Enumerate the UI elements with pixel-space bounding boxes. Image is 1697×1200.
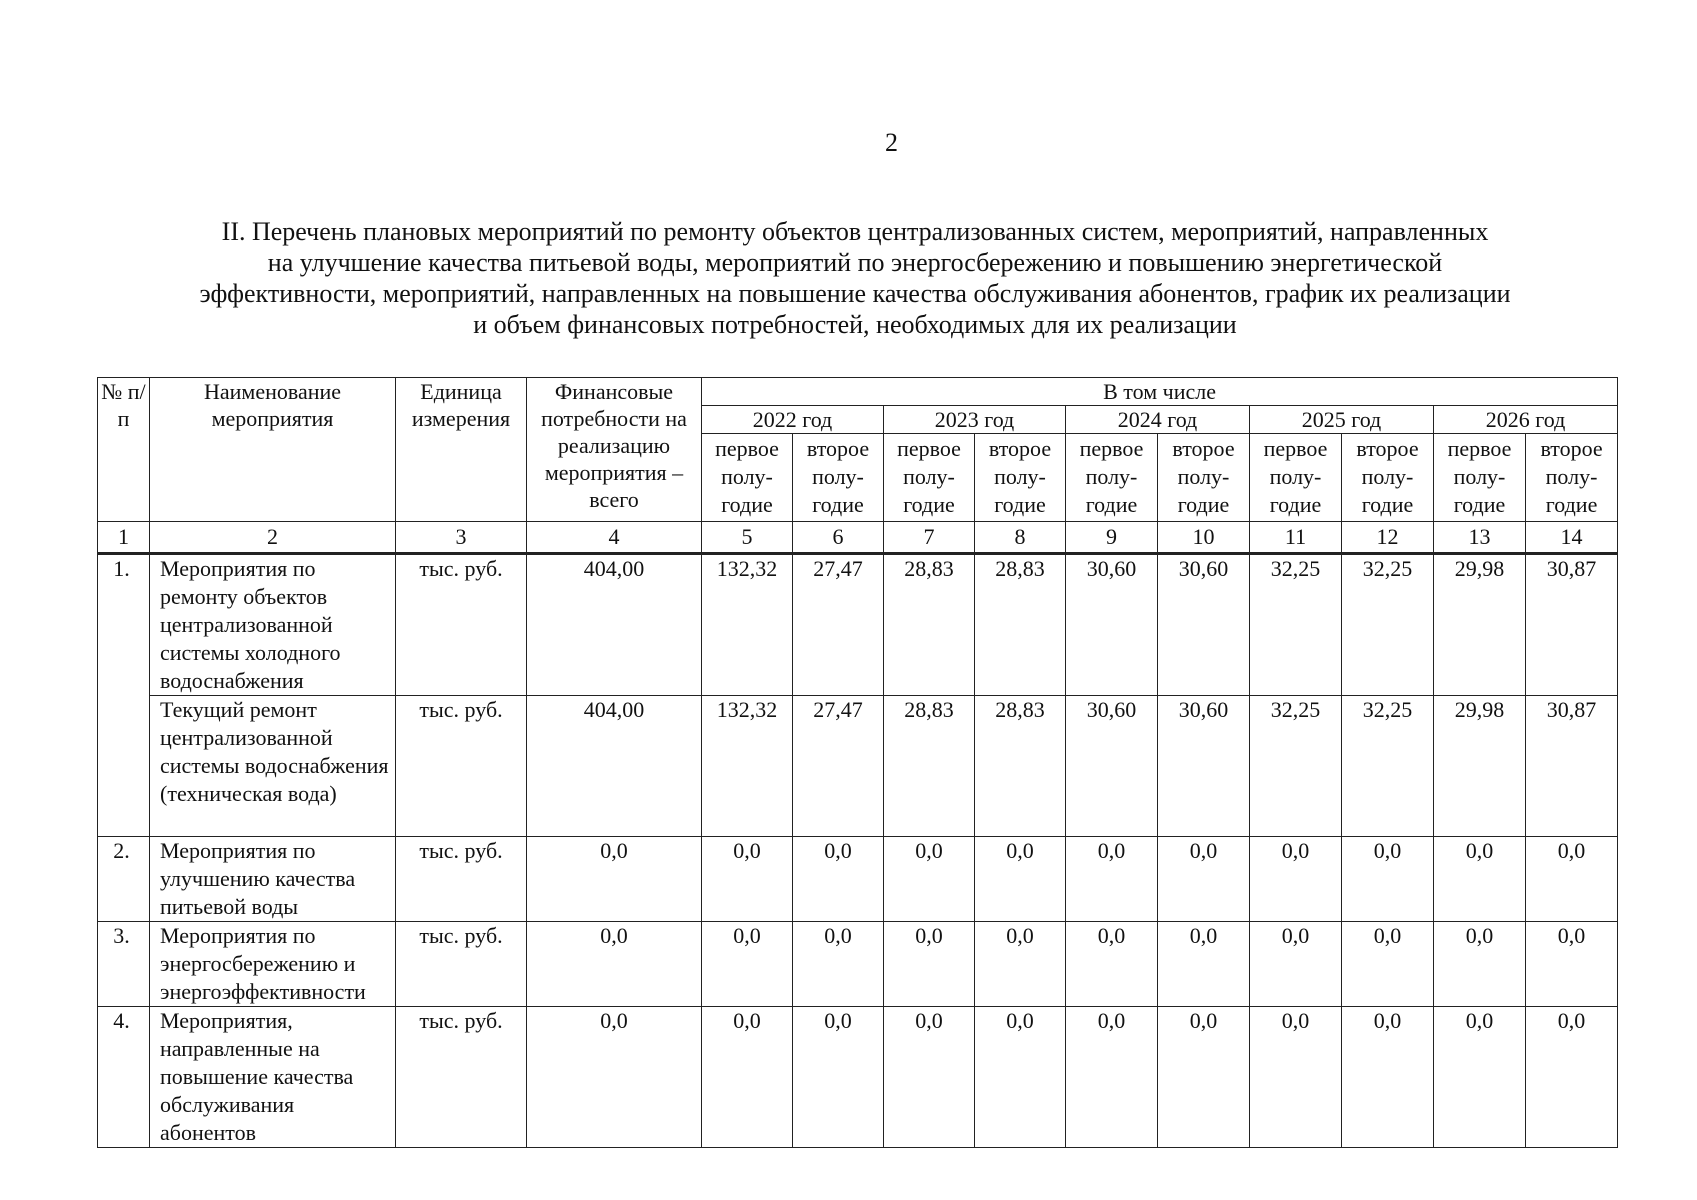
row-value: 0,0	[1250, 1007, 1342, 1148]
row-value: 0,0	[884, 922, 975, 1007]
row-value: 0,0	[884, 837, 975, 922]
row-value: 30,87	[1526, 554, 1618, 696]
row-name: Текущий ремонт централизованной системы водоснабжения (техническая вода)	[150, 696, 396, 837]
row-total: 404,00	[527, 554, 702, 696]
row-value: 29,98	[1434, 696, 1526, 837]
header-half-second: второе полу-годие	[1342, 434, 1434, 522]
section-heading	[130, 216, 1580, 340]
table-body	[98, 522, 1618, 1148]
column-number-row	[98, 522, 1618, 554]
column-number: 8	[975, 522, 1066, 554]
table-row	[98, 922, 1618, 1007]
row-value: 0,0	[1434, 837, 1526, 922]
header-half-second: второе полу-годие	[975, 434, 1066, 522]
column-number: 7	[884, 522, 975, 554]
row-value: 0,0	[702, 1007, 793, 1148]
row-name: Мероприятия по энергосбережению и энергоэффективности	[150, 922, 396, 1007]
row-value: 0,0	[1526, 922, 1618, 1007]
table-header	[98, 378, 1618, 522]
header-half-first: первое полу-годие	[1434, 434, 1526, 522]
row-value: 0,0	[1342, 1007, 1434, 1148]
row-value: 29,98	[1434, 554, 1526, 696]
header-year: 2024 год	[1066, 406, 1250, 434]
row-value: 0,0	[1342, 922, 1434, 1007]
measures-table	[97, 377, 1618, 1148]
row-name: Мероприятия, направленные на повышение качества обслуживания абонентов	[150, 1007, 396, 1148]
row-unit: тыс. руб.	[396, 922, 527, 1007]
row-value: 0,0	[702, 922, 793, 1007]
row-value: 0,0	[1434, 1007, 1526, 1148]
row-unit: тыс. руб.	[396, 837, 527, 922]
header-finance: Финансовые потребности на реализацию мероприятия – всего	[527, 378, 702, 522]
row-value: 0,0	[975, 922, 1066, 1007]
row-value: 28,83	[884, 696, 975, 837]
header-year: 2023 год	[884, 406, 1066, 434]
page-number: 2	[885, 128, 898, 157]
header-year: 2026 год	[1434, 406, 1618, 434]
header-half-first: первое полу-годие	[1250, 434, 1342, 522]
row-value: 28,83	[884, 554, 975, 696]
column-number: 3	[396, 522, 527, 554]
row-value: 30,60	[1066, 554, 1158, 696]
header-unit: Единица измерения	[396, 378, 527, 522]
header-num: № п/п	[98, 378, 150, 522]
row-number	[98, 696, 150, 837]
row-value: 32,25	[1342, 696, 1434, 837]
row-total: 0,0	[527, 922, 702, 1007]
row-value: 28,83	[975, 554, 1066, 696]
row-name: Мероприятия по ремонту объектов централизованной системы холодного водоснабжения	[150, 554, 396, 696]
row-value: 0,0	[1250, 837, 1342, 922]
row-unit: тыс. руб.	[396, 1007, 527, 1148]
row-value: 0,0	[1066, 922, 1158, 1007]
heading-line: эффективности, мероприятий, направленных на повышение качества обслуживания абонентов, график их реализации	[199, 279, 1511, 308]
row-value: 0,0	[1158, 922, 1250, 1007]
row-value: 0,0	[1342, 837, 1434, 922]
row-value: 0,0	[793, 922, 884, 1007]
row-value: 32,25	[1250, 696, 1342, 837]
table-row	[98, 696, 1618, 837]
column-number: 1	[98, 522, 150, 554]
row-number: 4.	[98, 1007, 150, 1148]
row-value: 0,0	[1526, 837, 1618, 922]
column-number: 4	[527, 522, 702, 554]
row-value: 0,0	[1526, 1007, 1618, 1148]
row-value: 27,47	[793, 554, 884, 696]
row-value: 28,83	[975, 696, 1066, 837]
row-value: 0,0	[1158, 837, 1250, 922]
column-number: 5	[702, 522, 793, 554]
row-value: 0,0	[1066, 837, 1158, 922]
row-value: 0,0	[884, 1007, 975, 1148]
row-value: 132,32	[702, 554, 793, 696]
row-total: 404,00	[527, 696, 702, 837]
row-value: 30,60	[1066, 696, 1158, 837]
row-value: 0,0	[702, 837, 793, 922]
row-value: 32,25	[1250, 554, 1342, 696]
row-total: 0,0	[527, 1007, 702, 1148]
heading-line: II. Перечень плановых мероприятий по ремонту объектов централизованных систем, мероприятий, направленных	[221, 217, 1489, 246]
table-row	[98, 554, 1618, 696]
row-number: 2.	[98, 837, 150, 922]
row-total: 0,0	[527, 837, 702, 922]
table-row	[98, 837, 1618, 922]
column-number: 13	[1434, 522, 1526, 554]
column-number: 9	[1066, 522, 1158, 554]
header-half-second: второе полу-годие	[1158, 434, 1250, 522]
header-year: 2025 год	[1250, 406, 1434, 434]
heading-line: на улучшение качества питьевой воды, мероприятий по энергосбережению и повышению энергетической	[267, 248, 1443, 277]
column-number: 12	[1342, 522, 1434, 554]
row-value: 0,0	[793, 837, 884, 922]
row-value: 0,0	[975, 837, 1066, 922]
row-value: 0,0	[1434, 922, 1526, 1007]
row-number: 1.	[98, 554, 150, 696]
row-value: 30,87	[1526, 696, 1618, 837]
column-number: 11	[1250, 522, 1342, 554]
column-number: 2	[150, 522, 396, 554]
header-name: Наименование мероприятия	[150, 378, 396, 522]
row-unit: тыс. руб.	[396, 554, 527, 696]
row-value: 0,0	[1066, 1007, 1158, 1148]
row-value: 0,0	[1250, 922, 1342, 1007]
row-unit: тыс. руб.	[396, 696, 527, 837]
table-row	[98, 1007, 1618, 1148]
row-number: 3.	[98, 922, 150, 1007]
header-half-second: второе полу-годие	[793, 434, 884, 522]
row-name: Мероприятия по улучшению качества питьевой воды	[150, 837, 396, 922]
row-value: 30,60	[1158, 554, 1250, 696]
row-value: 32,25	[1342, 554, 1434, 696]
row-value: 132,32	[702, 696, 793, 837]
column-number: 14	[1526, 522, 1618, 554]
header-half-first: первое полу-годие	[884, 434, 975, 522]
row-value: 0,0	[1158, 1007, 1250, 1148]
header-half-first: первое полу-годие	[702, 434, 793, 522]
row-value: 0,0	[793, 1007, 884, 1148]
row-value: 0,0	[975, 1007, 1066, 1148]
column-number: 6	[793, 522, 884, 554]
row-value: 30,60	[1158, 696, 1250, 837]
header-half-first: первое полу-годие	[1066, 434, 1158, 522]
column-number: 10	[1158, 522, 1250, 554]
row-value: 27,47	[793, 696, 884, 837]
header-year: 2022 год	[702, 406, 884, 434]
header-half-second: второе полу-годие	[1526, 434, 1618, 522]
heading-line: и объем финансовых потребностей, необходимых для их реализации	[473, 310, 1237, 339]
header-including: В том числе	[702, 378, 1618, 406]
